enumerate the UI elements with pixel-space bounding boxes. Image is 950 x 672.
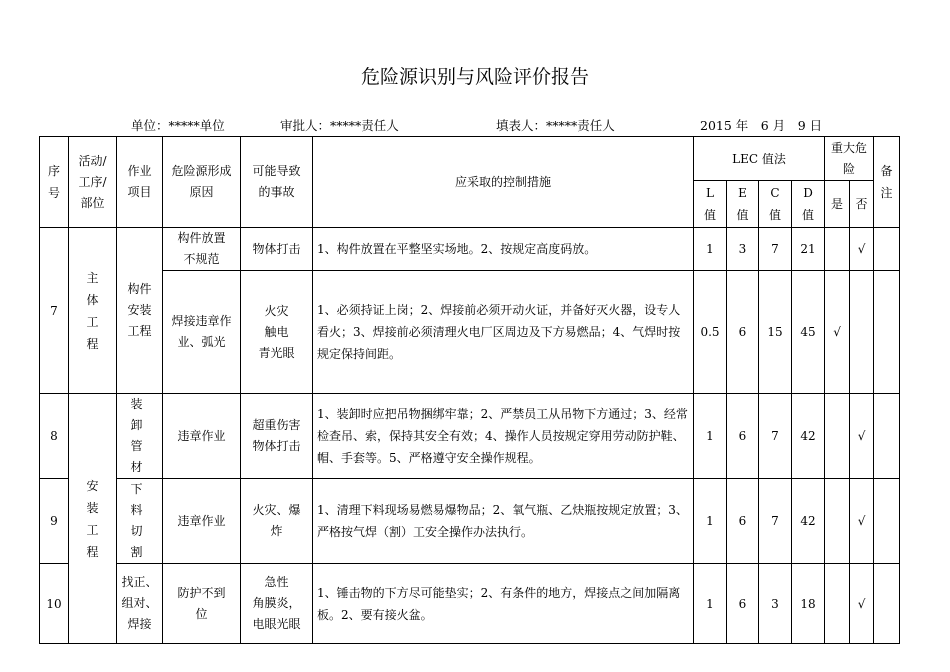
row-remarks bbox=[874, 271, 900, 394]
row-measures: 1、装卸时应把吊物捆绑牢靠；2、严禁员工从吊物下方通过；3、经常检查吊、索，保持其安全有效；4、操作人员按规定穿用劳动防护鞋、帽、手套等。5、严格遵守安全操作规程。 bbox=[313, 394, 694, 479]
row-c: 3 bbox=[759, 564, 792, 644]
row-measures: 1、清理下料现场易燃易爆物品；2、氧气瓶、乙炔瓶按规定放置；3、严格按气焊（割）工安全操作办法执行。 bbox=[313, 479, 694, 564]
row-hazard-cause: 违章作业 bbox=[163, 479, 241, 564]
row-d: 21 bbox=[792, 228, 825, 271]
row-work-item: 构件安装工程 bbox=[117, 228, 163, 394]
unit-label: 单位：*****单位 bbox=[131, 118, 225, 133]
row-c: 7 bbox=[759, 228, 792, 271]
header-c: C值 bbox=[759, 181, 792, 228]
row-major-yes bbox=[825, 394, 850, 479]
row-remarks bbox=[874, 564, 900, 644]
header-activity: 活动/工序/部位 bbox=[69, 137, 117, 228]
header-yes: 是 bbox=[825, 181, 850, 228]
row-work-item: 下料切割 bbox=[117, 479, 163, 564]
row-major-no: √ bbox=[850, 564, 874, 644]
table-row bbox=[40, 479, 900, 564]
row-major-yes bbox=[825, 564, 850, 644]
header-possible-accident: 可能导致的事故 bbox=[241, 137, 313, 228]
header-no: 否 bbox=[850, 181, 874, 228]
row-measures: 1、锤击物的下方尽可能垫实；2、有条件的地方，焊接点之间加隔离板。2、要有接火盆。 bbox=[313, 564, 694, 644]
row-major-no: √ bbox=[850, 479, 874, 564]
filler-label: 填表人：*****责任人 bbox=[496, 118, 615, 133]
header-d: D值 bbox=[792, 181, 825, 228]
risk-table bbox=[39, 136, 900, 644]
row-e: 6 bbox=[727, 564, 759, 644]
row-c: 7 bbox=[759, 394, 792, 479]
header-e: E值 bbox=[727, 181, 759, 228]
row-major-no: √ bbox=[850, 394, 874, 479]
row-remarks bbox=[874, 479, 900, 564]
header-hazard-cause: 危险源形成原因 bbox=[163, 137, 241, 228]
table-row bbox=[40, 228, 900, 271]
header-measures: 应采取的控制措施 bbox=[313, 137, 694, 228]
row-hazard-cause: 焊接违章作业、弧光 bbox=[163, 271, 241, 394]
row-major-yes: √ bbox=[825, 271, 850, 394]
row-seq: 9 bbox=[40, 479, 69, 564]
row-work-item: 装卸管材 bbox=[117, 394, 163, 479]
row-hazard-cause: 构件放置不规范 bbox=[163, 228, 241, 271]
row-hazard-cause: 违章作业 bbox=[163, 394, 241, 479]
row-e: 3 bbox=[727, 228, 759, 271]
row-seq: 10 bbox=[40, 564, 69, 644]
row-accident: 火灾 触电 青光眼 bbox=[241, 271, 313, 394]
row-e: 6 bbox=[727, 394, 759, 479]
row-major-yes bbox=[825, 228, 850, 271]
header-lec: LEC 值法 bbox=[694, 137, 825, 181]
row-seq: 8 bbox=[40, 394, 69, 479]
table-row bbox=[40, 394, 900, 479]
header-l: L值 bbox=[694, 181, 727, 228]
row-l: 1 bbox=[694, 564, 727, 644]
row-l: 1 bbox=[694, 479, 727, 564]
row-accident: 火灾、爆炸 bbox=[241, 479, 313, 564]
row-d: 45 bbox=[792, 271, 825, 394]
row-c: 15 bbox=[759, 271, 792, 394]
row-major-no bbox=[850, 271, 874, 394]
table-row bbox=[40, 271, 900, 394]
row-major-no: √ bbox=[850, 228, 874, 271]
table-row bbox=[40, 564, 900, 644]
row-d: 18 bbox=[792, 564, 825, 644]
row-accident: 超重伤害物体打击 bbox=[241, 394, 313, 479]
row-e: 6 bbox=[727, 271, 759, 394]
header-seq: 序号 bbox=[40, 137, 69, 228]
header-work-item: 作业项目 bbox=[117, 137, 163, 228]
report-title: 危险源识别与风险评价报告 bbox=[360, 66, 589, 88]
row-d: 42 bbox=[792, 394, 825, 479]
row-d: 42 bbox=[792, 479, 825, 564]
row-l: 0.5 bbox=[694, 271, 727, 394]
row-l: 1 bbox=[694, 228, 727, 271]
row-hazard-cause: 防护不到位 bbox=[163, 564, 241, 644]
row-remarks bbox=[874, 228, 900, 271]
row-accident: 物体打击 bbox=[241, 228, 313, 271]
header-major: 重大危险 bbox=[825, 137, 874, 181]
row-remarks bbox=[874, 394, 900, 479]
row-c: 7 bbox=[759, 479, 792, 564]
row-activity: 主体工程 bbox=[69, 228, 117, 394]
row-accident: 急性 角膜炎， 电眼光眼 bbox=[241, 564, 313, 644]
row-e: 6 bbox=[727, 479, 759, 564]
row-l: 1 bbox=[694, 394, 727, 479]
row-measures: 1、构件放置在平整坚实场地。2、按规定高度码放。 bbox=[313, 228, 694, 271]
row-work-item: 找正、组对、焊接 bbox=[117, 564, 163, 644]
row-activity: 安装工程 bbox=[69, 394, 117, 644]
approver-label: 审批人：*****责任人 bbox=[280, 118, 399, 133]
row-major-yes bbox=[825, 479, 850, 564]
row-seq: 7 bbox=[40, 228, 69, 394]
header-remarks: 备注 bbox=[874, 137, 900, 228]
row-measures: 1、必须持证上岗；2、焊接前必须开动火证，并备好灭火器，设专人看火；3、焊接前必须清理火电厂区周边及下方易燃品；4、气焊时按规定保持间距。 bbox=[313, 271, 694, 394]
report-date: 2015 年 6 月 9 日 bbox=[700, 118, 823, 133]
